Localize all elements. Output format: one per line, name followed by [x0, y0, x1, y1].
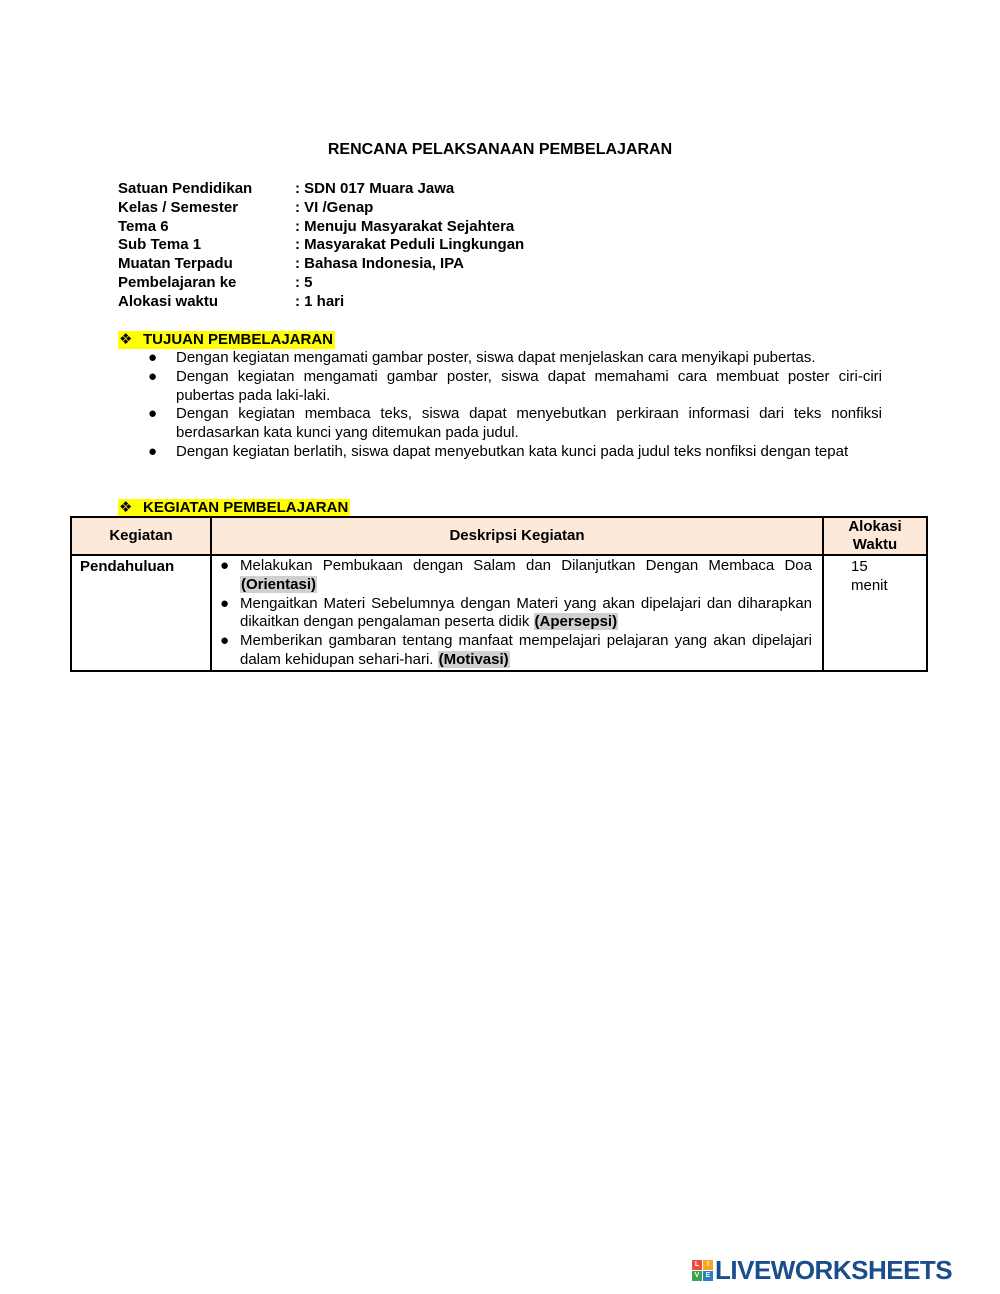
info-value: : 1 hari [295, 292, 345, 310]
info-value: : VI /Genap [295, 198, 374, 216]
tujuan-list [148, 349, 882, 462]
table-header-row [71, 517, 927, 555]
info-label: Kelas / Semester [118, 198, 239, 216]
list-item: ● Mengaitkan Materi Sebelumnya dengan Materi yang akan dipelajari dan diharapkan dikaitkan dengan pengalaman peserta didik (Apersepsi) [220, 594, 812, 631]
deskripsi-list [220, 557, 812, 670]
deskripsi-cell [211, 555, 823, 671]
kegiatan-name-cell: Pendahuluan [71, 555, 211, 671]
bullet-icon: ● [220, 632, 230, 650]
info-row-subtema [118, 236, 524, 255]
bullet-icon: ● [148, 367, 158, 385]
bullet-icon: ● [148, 349, 158, 366]
list-item: ● Dengan kegiatan berlatih, siswa dapat menyebutkan kata kunci pada judul teks nonfiksi dengan tepat [148, 442, 849, 460]
bullet-icon: ● [148, 442, 158, 460]
live-mark-icon [692, 1260, 713, 1281]
kegiatan-table [70, 516, 928, 672]
column-header-kegiatan: Kegiatan [71, 517, 211, 555]
list-item: ● Dengan kegiatan mengamati gambar poster, siswa dapat menjelaskan cara menyikapi pubertas. [148, 349, 816, 366]
table-row [71, 555, 927, 671]
bullet-icon: ● [220, 594, 230, 612]
info-label: Tema 6 [118, 217, 169, 235]
list-item: ● Memberikan gambaran tentang manfaat mempelajari pelajaran yang akan dipelajari dalam kehidupan sehari-hari. (Motivasi) [220, 632, 812, 668]
diamond-bullet-icon: ❖ [119, 331, 133, 348]
info-value: : Menuju Masyarakat Sejahtera [295, 217, 515, 235]
stage-tag: (Apersepsi) [534, 613, 618, 631]
logo-mark-letter: E [703, 1271, 713, 1281]
kegiatan-heading [118, 499, 350, 517]
liveworksheets-logo [692, 1255, 952, 1285]
stage-tag: (Motivasi) [438, 650, 509, 668]
column-header-alokasi: Alokasi Waktu [823, 517, 927, 555]
logo-text: LIVEWORKSHEETS [715, 1254, 953, 1285]
info-label: Satuan Pendidikan [118, 180, 253, 197]
info-label: Sub Tema 1 [118, 236, 202, 254]
diamond-bullet-icon: ❖ [119, 499, 133, 516]
info-row-tema [118, 218, 524, 237]
info-value: : SDN 017 Muara Jawa [295, 180, 455, 197]
tujuan-heading-text: TUJUAN PEMBELAJARAN [143, 331, 334, 348]
info-value: : 5 [295, 273, 313, 291]
kegiatan-heading-text: KEGIATAN PEMBELAJARAN [143, 499, 349, 516]
info-row-kelas [118, 199, 524, 218]
bullet-icon: ● [220, 557, 230, 574]
list-item: ● Dengan kegiatan mengamati gambar poster, siswa dapat memahami cara membuat poster ciri-ciri pubertas pada laki-laki. [148, 367, 882, 404]
document-title: RENCANA PELAKSANAAN PEMBELAJARAN [327, 141, 673, 158]
list-item: ● Melakukan Pembukaan dengan Salam dan Dilanjutkan Dengan Membaca Doa (Orientasi) [220, 557, 812, 593]
tujuan-heading [118, 331, 335, 349]
logo-mark-letter: L [692, 1260, 702, 1270]
list-item: ● Dengan kegiatan membaca teks, siswa dapat menyebutkan perkiraan informasi dari teks nonfiksi berdasarkan kata kunci yang ditemukan pada judul. [148, 405, 882, 442]
info-label: Pembelajaran ke [118, 273, 237, 291]
info-value: : Bahasa Indonesia, IPA [295, 255, 464, 273]
info-label: Alokasi waktu [118, 292, 219, 310]
info-row-muatan [118, 255, 524, 274]
info-value: : Masyarakat Peduli Lingkungan [295, 236, 525, 254]
stage-tag: (Orientasi) [241, 575, 317, 593]
alokasi-cell: 15 menit [823, 555, 927, 671]
info-row-alokasi [118, 293, 524, 312]
identity-block [118, 180, 524, 312]
logo-mark-letter: I [703, 1260, 713, 1270]
info-row-pembelajaran [118, 274, 524, 293]
info-label: Muatan Terpadu [118, 255, 233, 273]
logo-mark-letter: V [692, 1271, 702, 1281]
bullet-icon: ● [148, 405, 158, 423]
info-row-satuan [118, 180, 524, 199]
column-header-deskripsi: Deskripsi Kegiatan [211, 517, 823, 555]
